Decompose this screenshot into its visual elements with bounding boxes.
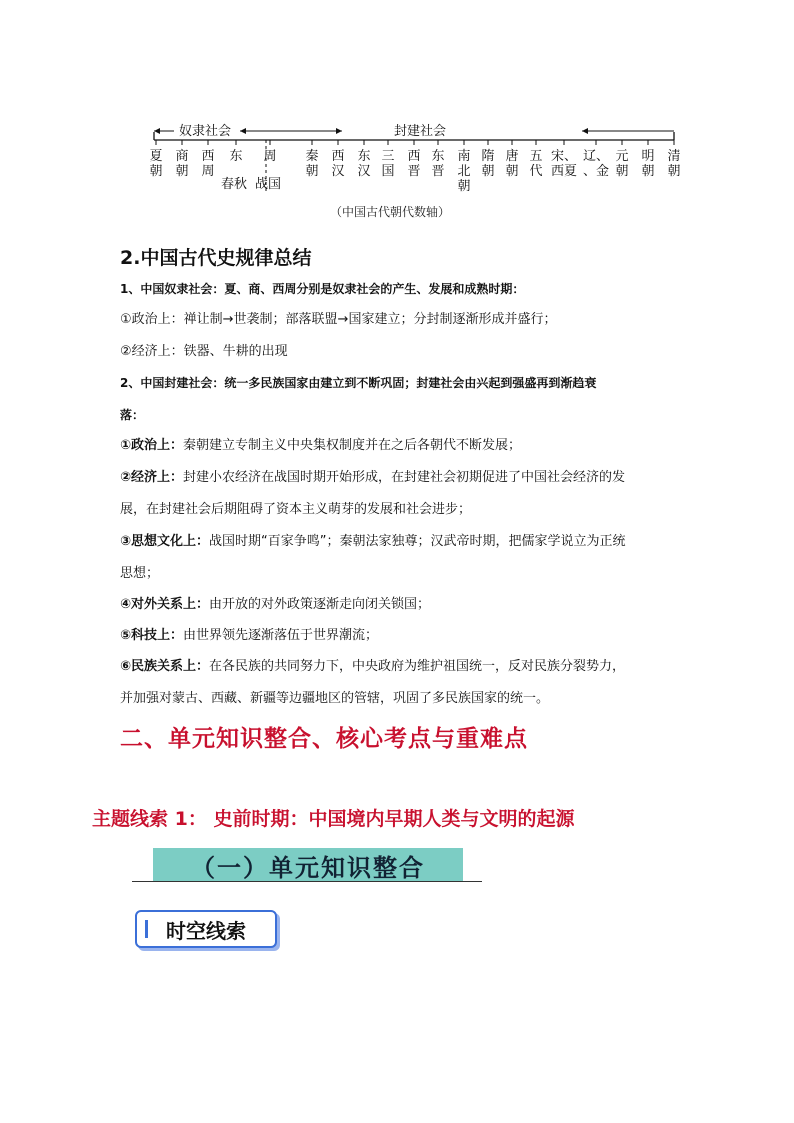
dynasty-name-second: 朝: [481, 164, 495, 179]
dynasty-name: 南: [457, 149, 471, 164]
feudal-point-label: ⑤科技上：: [120, 628, 184, 643]
feudal-point-label: ④对外关系上：: [120, 597, 210, 612]
feudal-point-label: ②经济上：: [120, 470, 184, 485]
unit-knowledge-band: （一）单元知识整合: [153, 848, 463, 882]
feudal-point-text: 封建小农经济在战国时期开始形成，在封建社会初期促进了中国社会经济的发: [183, 470, 626, 485]
slave-society-title: 1、中国奴隶社会：夏、商、西周分别是奴隶社会的产生、发展和成熟时期：: [120, 282, 525, 296]
dynasty-name-second: 朝: [615, 164, 629, 179]
feudal-point-label: ①政治上：: [120, 438, 184, 453]
feudal-point-line: [120, 465, 680, 491]
feudal-point-text: 思想；: [120, 566, 160, 581]
feudal-point-text: 秦朝建立专制主义中央集权制度并在之后各朝代不断发展；: [183, 438, 522, 453]
dynasty-name-second: 、金: [582, 164, 610, 179]
dynasty-name: 秦: [305, 149, 319, 164]
feudal-point-line: [120, 686, 680, 712]
dynasty-name-second: 汉: [357, 164, 371, 179]
dynasty-name: 五: [529, 149, 543, 164]
slave-arrowhead-left: [154, 128, 160, 134]
dynasty-name-second: 朝: [305, 164, 319, 179]
dynasty-name: 西: [201, 149, 215, 164]
dynasty-name: 宋、: [550, 149, 578, 164]
feudal-society-label: 封建社会: [394, 124, 447, 139]
feudal-point-label: ⑥民族关系上：: [120, 659, 210, 674]
theme-line: 主题线索 1： 史前时期：中国境内早期人类与文明的起源: [92, 808, 575, 830]
feudal-arrowhead-right: [336, 128, 342, 134]
feudal-point-text: 战国时期“百家争鸣”；秦朝法家独尊；汉武帝时期，把儒家学说立为正统: [209, 534, 626, 549]
dynasty-name-second: 周: [201, 164, 215, 179]
section-title: 二、单元知识整合、核心考点与重难点: [120, 726, 528, 752]
slave-arrowhead-right: [240, 128, 246, 134]
feudal-point-line: [120, 433, 680, 459]
dynasty-name: 东: [357, 149, 371, 164]
dynasty-name: 商: [175, 149, 189, 164]
dynasty-name-second: 代: [529, 164, 543, 179]
dynasty-name-second: 国: [381, 164, 395, 179]
feudal-point-line: [120, 561, 680, 587]
dynasty-name-second: 朝: [149, 164, 163, 179]
dynasty-name: 东: [229, 149, 243, 164]
dynasty-name: 清: [667, 149, 681, 164]
dynasty-name-second: 汉: [331, 164, 345, 179]
dynasty-name-second: 朝: [175, 164, 189, 179]
dynasty-timeline: [146, 120, 686, 200]
dynasty-name-second: 晋: [431, 164, 445, 179]
feudal-point-line: [120, 497, 680, 523]
feudal-point-text: 由开放的对外政策逐渐走向闭关锁国；: [209, 597, 431, 612]
dynasty-name: 夏: [149, 149, 163, 164]
slave-point-1: ①政治上：禅让制→世袭制；部落联盟→国家建立；分封制逐渐形成并盛行；: [120, 312, 557, 327]
dynasty-name: 三: [381, 149, 395, 164]
band-underline: [132, 881, 482, 882]
dynasty-name: 唐: [505, 149, 519, 164]
section-heading: 2.中国古代史规律总结: [120, 247, 312, 269]
dynasty-name-second: 晋: [407, 164, 421, 179]
feudal-point-text: 在各民族的共同努力下，中央政府为维护祖国统一，反对民族分裂势力，: [209, 659, 626, 674]
feudal-society-title-cont: 落：: [120, 408, 145, 422]
dynasty-name: 周: [263, 149, 277, 164]
dynasty-period: 战国: [254, 177, 282, 192]
dynasty-name-second: 朝: [641, 164, 655, 179]
tag-accent-bar: [145, 920, 148, 938]
dynasty-name: 隋: [481, 149, 495, 164]
timeline-tag: [135, 910, 277, 948]
dynasty-period: 春秋: [220, 177, 248, 192]
dynasty-name: 明: [641, 149, 655, 164]
dynasty-name-second: 西夏: [550, 164, 578, 179]
timeline-caption: （中国古代朝代数轴）: [330, 205, 451, 219]
feudal-point-line: [120, 529, 680, 555]
slave-society-label: 奴隶社会: [179, 124, 232, 139]
feudal-point-line: [120, 592, 680, 618]
dynasty-name-second: 朝: [667, 164, 681, 179]
slave-point-2: ②经济上：铁器、牛耕的出现: [120, 344, 288, 359]
dynasty-name: 西: [331, 149, 345, 164]
dynasty-name-second: 朝: [505, 164, 519, 179]
feudal-point-text: 展，在封建社会后期阻碍了资本主义萌芽的发展和社会进步；: [120, 502, 472, 517]
feudal-point-text: 由世界领先逐渐落伍于世界潮流；: [183, 628, 379, 643]
dynasty-name: 西: [407, 149, 421, 164]
dynasty-name: 辽、: [582, 149, 610, 164]
dynasty-name: 东: [431, 149, 445, 164]
tag-label: 时空线索: [166, 918, 246, 943]
feudal-point-label: ③思想文化上：: [120, 534, 210, 549]
dynasty-name: 元: [615, 149, 629, 164]
feudal-point-text: 并加强对蒙古、西藏、新疆等边疆地区的管辖，巩固了多民族国家的统一。: [120, 691, 550, 706]
feudal-society-title: 2、中国封建社会：统一多民族国家由建立到不断巩固；封建社会由兴起到强盛再到渐趋衰: [120, 376, 597, 390]
feudal-point-line: [120, 654, 680, 680]
dynasty-name-third: 朝: [457, 179, 471, 194]
dynasty-name-second: 北: [457, 164, 471, 179]
feudal-arrowhead-left: [582, 128, 588, 134]
feudal-point-line: [120, 623, 680, 649]
